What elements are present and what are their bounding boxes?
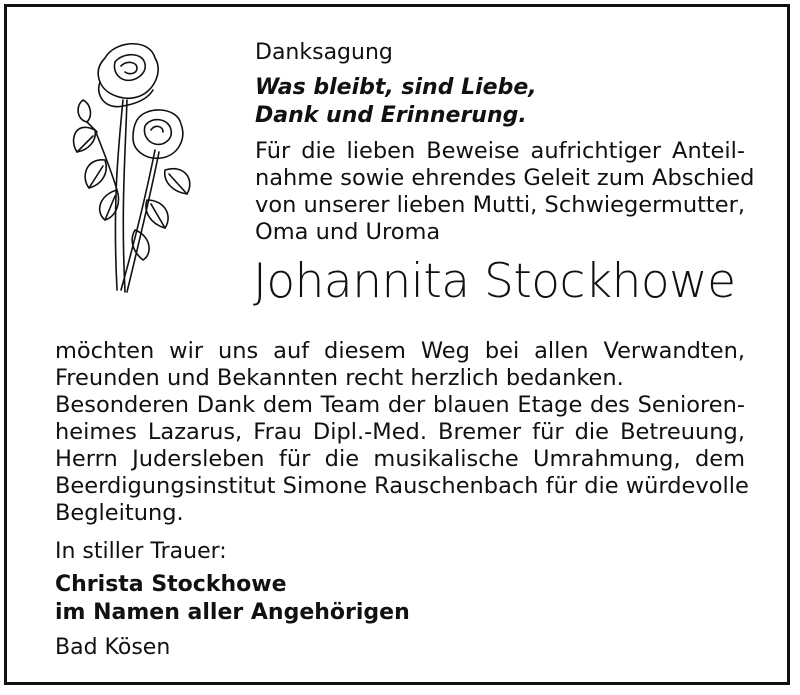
body-line: heimes Lazarus, Frau Dipl.-Med. Bremer für die Betreuung, xyxy=(55,419,745,445)
motto-line-1: Was bleibt, sind Liebe, xyxy=(255,75,537,100)
body-line: Beerdigungsinstitut Simone Rauschenbach für die würdevolle xyxy=(55,473,749,499)
body-line: möchten wir uns auf diesem Weg bei allen Verwandten, xyxy=(55,338,745,364)
heading: Danksagung xyxy=(255,40,393,65)
body-line: Begleitung. xyxy=(55,500,184,526)
roses-illustration-icon xyxy=(55,40,215,305)
intro-line: Für die lieben Beweise aufrichtiger Anteil- xyxy=(255,138,745,164)
mourner-name: Christa Stockhowe xyxy=(55,572,287,597)
motto-line-2: Dank und Erinnerung. xyxy=(255,103,527,128)
mourner-note: im Namen aller Angehörigen xyxy=(55,600,410,625)
body-line: Herrn Judersleben für die musikalische Umrahmung, dem xyxy=(55,446,745,472)
location: Bad Kösen xyxy=(55,635,171,660)
intro-line: von unserer lieben Mutti, Schwiegermutter, xyxy=(255,192,745,218)
intro-line: nahme sowie ehrendes Geleit zum Abschied xyxy=(255,165,755,191)
deceased-name: Johannita Stockhowe xyxy=(253,254,736,309)
mourning-label: In stiller Trauer: xyxy=(55,539,227,564)
intro-line: Oma und Uroma xyxy=(255,219,441,245)
body-line: Freunden und Bekannten recht herzlich bedanken. xyxy=(55,365,624,391)
body-line: Besonderen Dank dem Team der blauen Etage des Senioren- xyxy=(55,392,745,418)
